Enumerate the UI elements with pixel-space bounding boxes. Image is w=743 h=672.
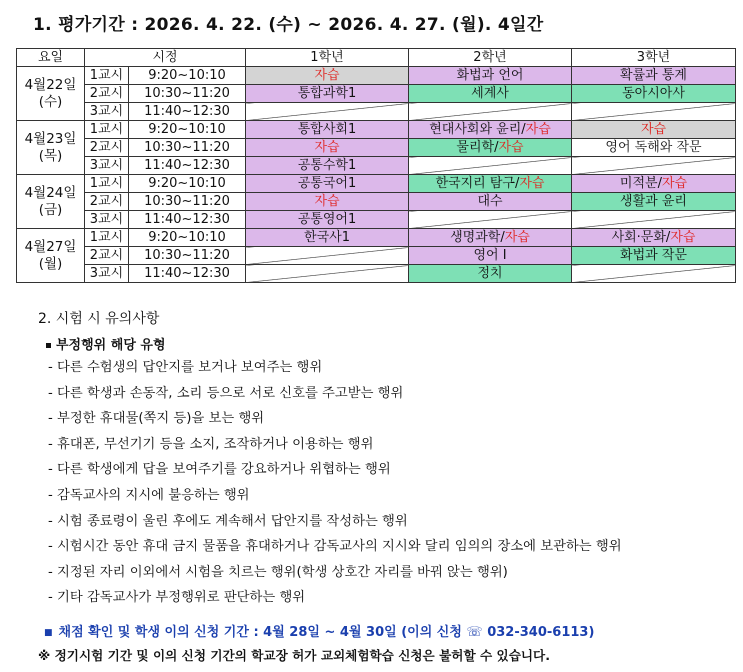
table-row [17,211,736,229]
subject-cell: 공통국어1 [246,175,409,193]
subject-text: 현대사회와 윤리/ [429,121,526,137]
time-cell: 9:20~10:10 [129,175,246,193]
period-cell: 3교시 [85,265,129,283]
self-study-text: 자습 [525,121,551,137]
empty-cell [409,103,572,121]
subject-cell: 자습 [246,139,409,157]
list-item: - 감독교사의 지시에 불응하는 행위 [48,487,250,503]
time-cell: 10:30~11:20 [129,193,246,211]
day-label: 4월24일(금) [24,184,77,218]
self-study-text: 자습 [519,175,545,191]
subject-cell: 자습 [246,193,409,211]
time-cell: 9:20~10:10 [129,229,246,247]
rules-list [48,358,622,614]
subject-cell: 화법과 작문 [572,247,736,265]
empty-cell [409,157,572,175]
subject-cell: 통합과학1 [246,85,409,103]
sub-heading [46,334,166,353]
subject-text: 생명과학/ [450,229,505,245]
period-cell: 3교시 [85,157,129,175]
table-row [17,193,736,211]
period-cell: 2교시 [85,247,129,265]
subject-cell: 대수 [409,193,572,211]
period-cell: 2교시 [85,85,129,103]
section-heading: 2. 시험 시 유의사항 [38,311,160,327]
appeal-notice-text: 채점 확인 및 학생 이의 신청 기간 : 4월 28일 ~ 4월 30일 (이의 신청 ☏ 032-340-6113) [58,625,595,640]
empty-cell [572,157,736,175]
header-grade1: 1학년 [246,49,409,67]
empty-cell [246,265,409,283]
day-cell [17,67,85,121]
subject-cell: 동아시아사 [572,85,736,103]
header-grade2: 2학년 [409,49,572,67]
subject-cell: 공통영어1 [246,211,409,229]
table-row [17,103,736,121]
period-cell: 1교시 [85,121,129,139]
subject-cell: 한국사1 [246,229,409,247]
self-study-text: 자습 [504,229,530,245]
subject-cell: 영어 독해와 작문 [572,139,736,157]
table-row [17,229,736,247]
subject-cell [409,229,572,247]
day-cell [17,121,85,175]
schedule-header-row [17,49,736,67]
subject-text: 한국지리 탐구/ [435,175,520,191]
list-item: - 다른 학생에게 답을 보여주기를 강요하거나 위협하는 행위 [48,462,391,478]
square-bullet-icon: ■ [44,627,53,638]
time-cell: 9:20~10:10 [129,67,246,85]
square-bullet-icon [46,343,51,348]
day-label: 4월23일(목) [24,130,77,164]
day-cell [17,175,85,229]
table-row [17,67,736,85]
period-cell: 3교시 [85,103,129,121]
subject-cell: 자습 [572,121,736,139]
empty-cell [409,211,572,229]
list-item: - 다른 수험생의 답안지를 보거나 보여주는 행위 [48,360,323,375]
subject-cell [572,175,736,193]
empty-cell [246,103,409,121]
subject-cell: 자습 [246,67,409,85]
list-item: - 시험시간 동안 휴대 금지 물품을 휴대하거나 감독교사의 지시와 달리 임의의 장소에 보관하는 행위 [48,539,622,555]
empty-cell [246,247,409,265]
period-cell: 1교시 [85,175,129,193]
time-cell: 11:40~12:30 [129,211,246,229]
table-row [17,265,736,283]
period-cell: 2교시 [85,139,129,157]
list-item: - 다른 학생과 손동작, 소리 등으로 서로 신호를 주고받는 행위 [48,385,404,401]
time-cell: 10:30~11:20 [129,85,246,103]
period-cell: 3교시 [85,211,129,229]
sub-heading-text: 부정행위 해당 유형 [56,338,166,353]
subject-cell: 화법과 언어 [409,67,572,85]
subject-cell [409,175,572,193]
header-day: 요일 [17,49,85,67]
table-row [17,175,736,193]
subject-cell [409,121,572,139]
time-cell: 9:20~10:10 [129,121,246,139]
time-cell: 10:30~11:20 [129,247,246,265]
list-item: - 시험 종료령이 울린 후에도 계속해서 답안지를 작성하는 행위 [48,513,408,529]
period-cell: 2교시 [85,193,129,211]
exam-schedule-table [16,48,736,283]
table-row [17,139,736,157]
day-label: 4월27일(월) [24,238,77,272]
period-cell: 1교시 [85,67,129,85]
self-study-text: 자습 [498,139,524,155]
subject-text: 물리학/ [456,139,499,155]
self-study-text: 자습 [670,229,696,245]
subject-text: 사회·문화/ [611,229,671,245]
table-row [17,157,736,175]
table-row [17,121,736,139]
list-item: - 기타 감독교사가 부정행위로 판단하는 행위 [48,590,306,606]
table-row [17,247,736,265]
subject-cell: 세계사 [409,85,572,103]
empty-cell [572,211,736,229]
list-item: - 휴대폰, 무선기기 등을 소지, 조작하거나 이용하는 행위 [48,436,374,452]
exam-period-title: 1. 평가기간 : 2026. 4. 22. (수) ~ 2026. 4. 27. (월). 4일간 [33,15,544,35]
day-cell [17,229,85,283]
subject-cell: 생활과 윤리 [572,193,736,211]
time-cell: 11:40~12:30 [129,265,246,283]
subject-cell: 확률과 통계 [572,67,736,85]
time-cell: 11:40~12:30 [129,157,246,175]
time-cell: 10:30~11:20 [129,139,246,157]
table-row [17,85,736,103]
self-study-text: 자습 [661,175,688,191]
appeal-notice [44,621,594,640]
day-label: 4월22일(수) [24,76,77,110]
header-grade3: 3학년 [572,49,736,67]
warning-notice: ※ 정기시험 기간 및 이의 신청 기간의 학교장 허가 교외체험학습 신청은 불허할 수 있습니다. [38,648,550,663]
subject-cell: 공통수학1 [246,157,409,175]
list-item: - 지정된 자리 이외에서 시험을 치르는 행위(학생 상호간 자리를 바꿔 앉는 행위) [48,564,508,580]
period-cell: 1교시 [85,229,129,247]
empty-cell [572,265,736,283]
subject-text: 미적분/ [619,175,662,191]
subject-cell: 정치 [409,265,572,283]
subject-cell: 통합사회1 [246,121,409,139]
subject-cell: 영어 I [409,247,572,265]
subject-cell [572,229,736,247]
list-item: - 부정한 휴대물(쪽지 등)을 보는 행위 [48,411,265,427]
time-cell: 11:40~12:30 [129,103,246,121]
subject-cell [409,139,572,157]
empty-cell [572,103,736,121]
header-time: 시정 [85,49,246,67]
